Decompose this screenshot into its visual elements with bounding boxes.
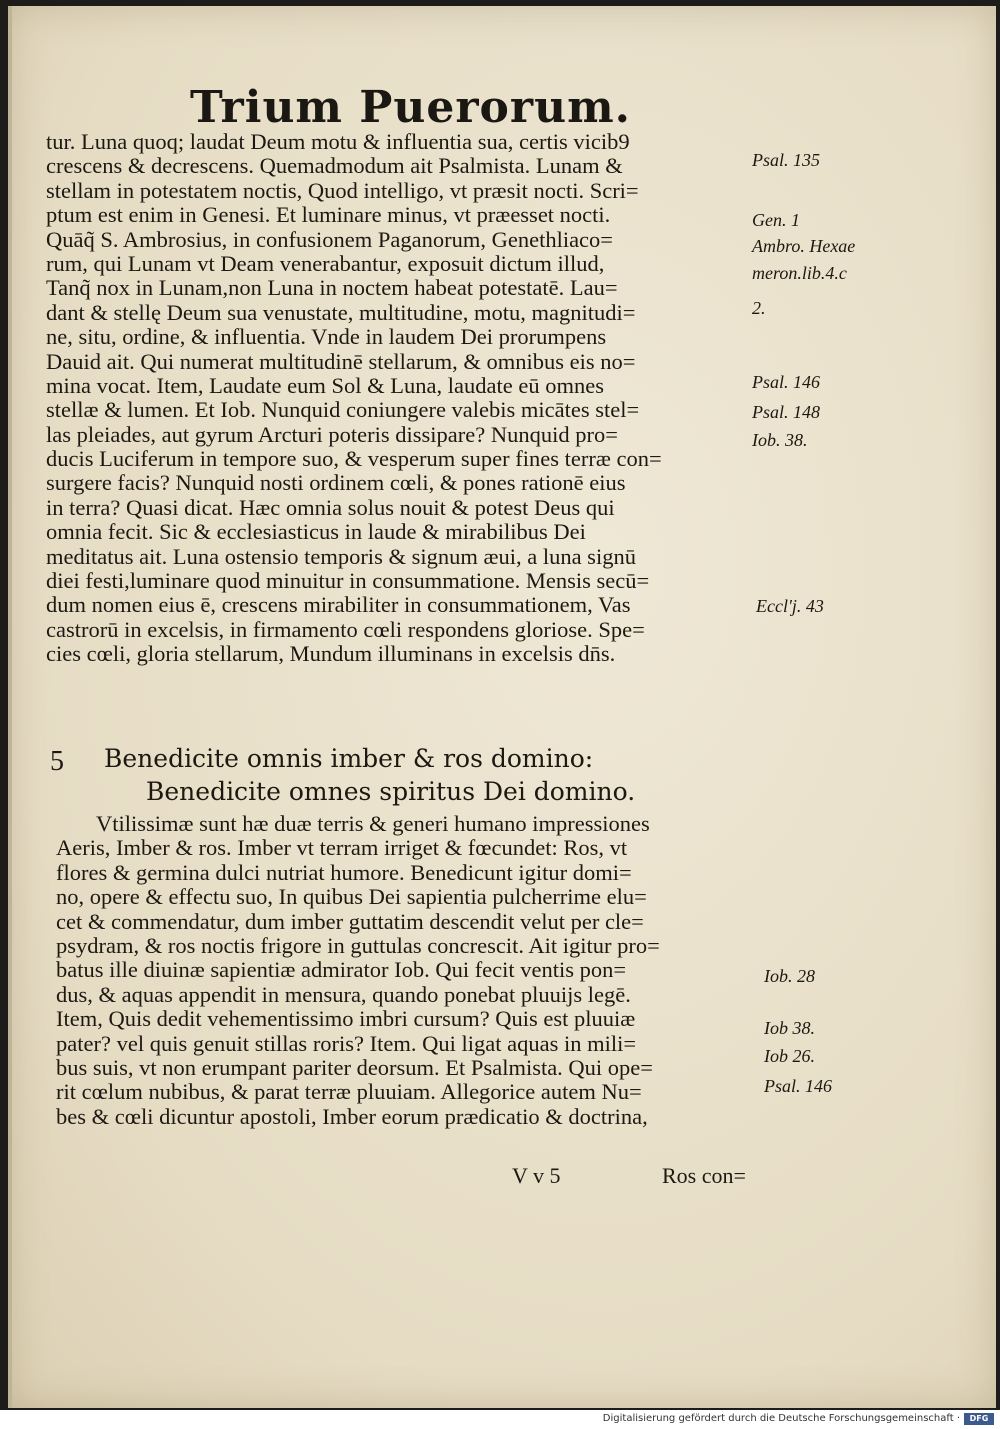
margin-note: Psal. 135 bbox=[752, 150, 821, 170]
margin-note: meron.lib.4.c bbox=[752, 263, 847, 283]
text-line: no, opere & effectu suo, In quibus Dei sapientia pulcherrime elu= bbox=[56, 884, 647, 910]
dfg-logo[interactable]: DFG bbox=[964, 1413, 994, 1425]
page-gutter-edge bbox=[8, 6, 12, 1408]
text-line: crescens & decrescens. Quemadmodum ait Psalmista. Lunam & bbox=[46, 153, 623, 179]
margin-note: Psal. 146 bbox=[752, 372, 821, 392]
text-line: batus ille diuinæ sapientiæ admirator Iob. Qui fecit ventis pon= bbox=[56, 957, 627, 983]
verse-number: 5 bbox=[50, 746, 64, 777]
dfg-credit-link[interactable]: Digitalisierung gefördert durch die Deutsche Forschungsgemeinschaft · bbox=[602, 1413, 960, 1424]
text-line: Vtilissimæ sunt hæ duæ terris & generi humano impressiones bbox=[96, 811, 650, 836]
text-line: stellam in potestatem noctis, Quod intelligo, vt præsit nocti. Scri= bbox=[46, 177, 639, 203]
text-line: mina vocat. Item, Laudate eum Sol & Luna, laudate eū omnes bbox=[46, 372, 604, 398]
margin-note: Iob. 28 bbox=[764, 966, 815, 986]
verse-heading-2: Benedicite omnes spiritus Dei domino. bbox=[146, 777, 636, 806]
body-text-block-2 bbox=[56, 812, 766, 1129]
text-line: Aeris, Imber & ros. Imber vt terram irriget & fœcundet: Ros, vt bbox=[56, 835, 628, 861]
margin-note: Psal. 148 bbox=[752, 402, 821, 422]
text-line: bes & cœli dicuntur apostoli, Imber eorum prædicatio & doctrina, bbox=[56, 1103, 648, 1129]
text-line: stellæ & lumen. Et Iob. Nunquid coniungere valebis micātes stel= bbox=[46, 397, 640, 423]
margin-note: Iob. 38. bbox=[752, 430, 808, 450]
margin-note: Psal. 146 bbox=[764, 1076, 833, 1096]
text-line: bus suis, vt non erumpant pariter deorsum. Et Psalmista. Qui ope= bbox=[56, 1054, 653, 1080]
text-line: ne, situ, ordine, & influentia. Vnde in laudem Dei prorumpens bbox=[46, 324, 607, 350]
text-line: Tanq̃ nox in Lunam,non Luna in noctem habeat potestatē. Lau= bbox=[46, 275, 618, 301]
text-line: surgere facis? Nunquid nosti ordinem cœli, & pones rationē eius bbox=[46, 470, 626, 496]
margin-note: 2. bbox=[752, 298, 766, 318]
margin-note: Iob 26. bbox=[764, 1046, 815, 1066]
text-line: ducis Luciferum in tempore suo, & vesperum super fines terræ con= bbox=[46, 446, 662, 472]
text-line: meditatus ait. Luna ostensio temporis & signum æui, a luna signū bbox=[46, 543, 636, 569]
margin-note: Iob 38. bbox=[764, 1018, 815, 1038]
text-line: rit cœlum nubibus, & parat terræ pluuiam. Allegorice autem Nu= bbox=[56, 1079, 642, 1105]
margin-note: Ambro. Hexae bbox=[752, 236, 856, 256]
text-line: dant & stellę Deum sua venustate, multitudine, motu, magnitudi= bbox=[46, 299, 636, 325]
text-line: rum, qui Lunam vt Deam venerabantur, exposuit dictum illud, bbox=[46, 250, 605, 276]
catchword: Ros con= bbox=[662, 1163, 746, 1188]
text-line: dum nomen eius ē, crescens mirabiliter in consummationem, Vas bbox=[46, 592, 631, 618]
verse-heading-1: Benedicite omnis imber & ros domino: bbox=[104, 744, 594, 773]
signature-mark: V v 5 bbox=[512, 1163, 561, 1188]
text-line: tur. Luna quoq; laudat Deum motu & influentia sua, certis vicib9 bbox=[46, 129, 630, 154]
margin-note: Eccl'j. 43 bbox=[756, 596, 824, 616]
text-line: dus, & aquas appendit in mensura, quando ponebat pluuijs legē. bbox=[56, 981, 631, 1007]
text-line: diei festi,luminare quod minuitur in consummatione. Mensis secū= bbox=[46, 568, 650, 594]
text-line: castrorū in excelsis, in firmamento cœli respondens gloriose. Spe= bbox=[46, 616, 645, 642]
footer-bar bbox=[0, 1410, 1000, 1429]
body-text-block-1 bbox=[46, 130, 756, 667]
text-line: cet & commendatur, dum imber guttatim descendit velut per cle= bbox=[56, 908, 644, 934]
text-line: pater? vel quis genuit stillas roris? Item. Qui ligat aquas in mili= bbox=[56, 1030, 637, 1056]
text-line: flores & germina dulci nutriat humore. Benedicunt igitur domi= bbox=[56, 859, 632, 885]
text-line: Quāq̃ S. Ambrosius, in confusionem Paganorum, Genethliaco= bbox=[46, 226, 613, 252]
margin-note: Gen. 1 bbox=[752, 210, 800, 230]
running-head: Trium Puerorum. bbox=[190, 82, 631, 133]
text-line: omnia fecit. Sic & ecclesiasticus in laude & mirabilibus Dei bbox=[46, 519, 586, 545]
text-line: Dauid ait. Qui numerat multitudinē stellarum, & omnibus eis no= bbox=[46, 348, 636, 374]
text-line: psydram, & ros noctis frigore in guttulas concrescit. Ait igitur pro= bbox=[56, 932, 660, 958]
text-line: ptum est enim in Genesi. Et luminare minus, vt præesset nocti. bbox=[46, 202, 611, 228]
text-line: Item, Quis dedit vehementissimo imbri cursum? Quis est pluuiæ bbox=[56, 1006, 636, 1032]
text-line: in terra? Quasi dicat. Hæc omnia solus nouit & potest Deus qui bbox=[46, 494, 615, 520]
text-line: las pleiades, aut gyrum Arcturi poteris dissipare? Nunquid pro= bbox=[46, 421, 618, 447]
text-line: cies cœli, gloria stellarum, Mundum illuminans in excelsis dn̄s. bbox=[46, 641, 616, 667]
